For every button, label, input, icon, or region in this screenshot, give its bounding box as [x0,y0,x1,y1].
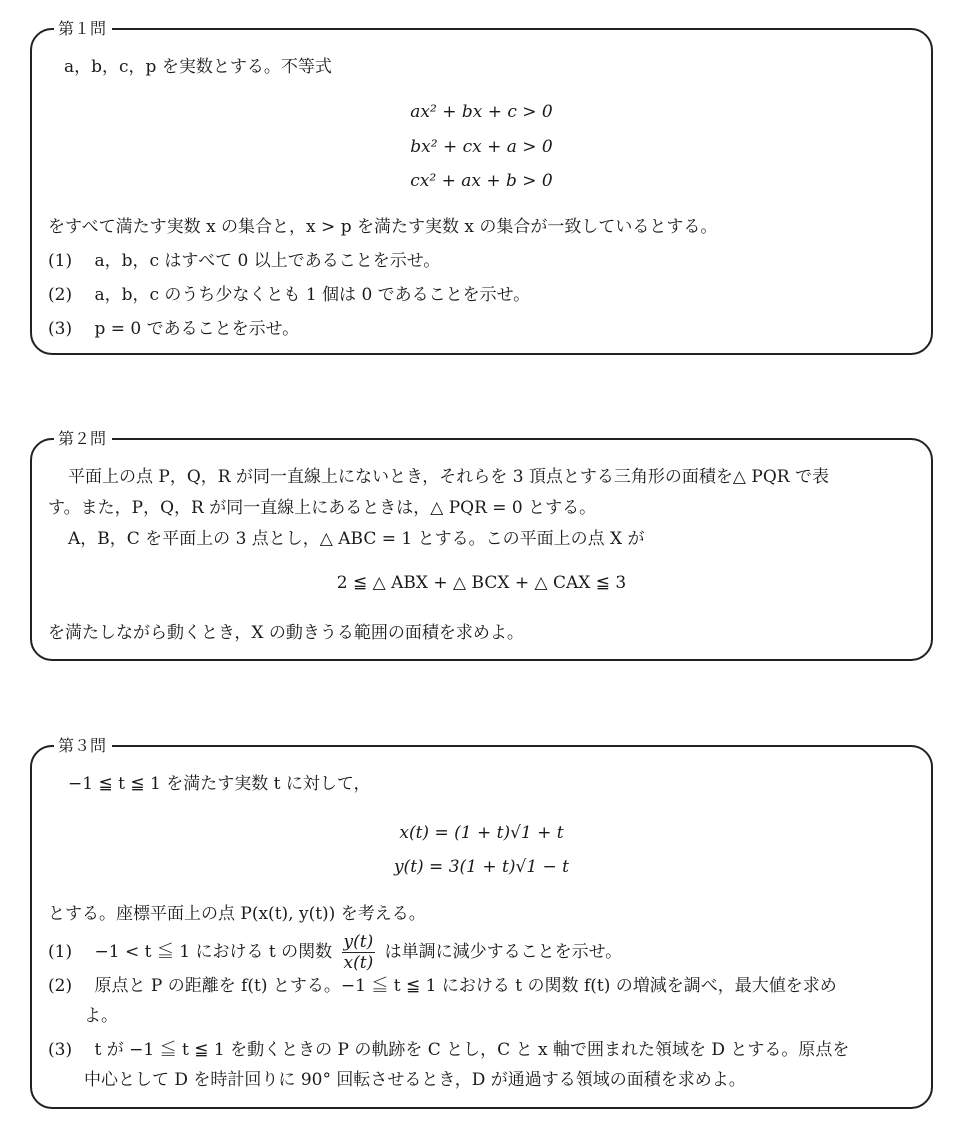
problem-3-equation-2: y(t) = 3(1 + t)√1 − t [393,857,570,877]
problem-2-box [30,429,933,661]
problem-1-equation-2: bx² + cx + a > 0 [410,137,553,157]
fraction-denominator: x(t) [343,953,374,973]
problem-3-item-1-suffix: は単調に減少することを示せ。 [384,942,623,962]
problem-1-box [30,19,933,355]
problem-2-para1-line1: 平面上の点 P，Q，R が同一直線上にないとき，それらを 3 頂点とする三角形の面積を△ PQR で表 [68,467,829,487]
problem-3-item-1-fraction [342,932,376,973]
problem-1-equation-3: cx² + ax + b > 0 [410,171,553,191]
problem-3-equation-1: x(t) = (1 + t)√1 + t [399,823,564,843]
problem-3-item-1 [48,929,622,975]
problem-1-equation-1: ax² + bx + c > 0 [410,102,553,122]
problem-3-body: とする。座標平面上の点 P(x(t), y(t)) を考える。 [48,904,426,924]
problem-1-title: 第１問 [54,17,112,41]
problem-1-item-3: (3) p = 0 であることを示せ。 [48,319,300,339]
problem-1-body: をすべて満たす実数 x の集合と，x > p を満たす実数 x の集合が一致しているとする。 [48,217,718,237]
problem-2-title: 第２問 [54,427,112,451]
fraction-numerator: y(t) [343,932,374,952]
problem-3-item-3-line1: (3) t が −1 ≦ t ≦ 1 を動くときの P の軌跡を C とし，C と x 軸で囲まれた領域を D とする。原点を [48,1040,850,1060]
problem-3-title: 第３問 [54,734,112,758]
problem-2-para1-line2: す。また，P，Q，R が同一直線上にあるときは，△ PQR = 0 とする。 [48,498,597,518]
problem-1-item-2: (2) a，b，c のうち少なくとも 1 個は 0 であることを示せ。 [48,285,531,305]
problem-2-closing: を満たしながら動くとき，X の動きうる範囲の面積を求めよ。 [48,623,524,643]
problem-1-intro: a，b，c，p を実数とする。不等式 [64,57,332,77]
problem-3-item-2-line2: よ。 [84,1006,118,1026]
problem-1-item-1: (1) a，b，c はすべて 0 以上であることを示せ。 [48,251,441,271]
problem-3-item-3-line2: 中心として D を時計回りに 90° 回転させるとき，D が通過する領域の面積を求めよ。 [84,1070,746,1090]
problem-3-box [30,736,933,1109]
problem-2-equation: 2 ≦ △ ABX + △ BCX + △ CAX ≦ 3 [336,573,627,593]
problem-3-intro: −1 ≦ t ≦ 1 を満たす実数 t に対して， [68,774,371,794]
problem-2-para2: A，B，C を平面上の 3 点とし，△ ABC = 1 とする。この平面上の点 X が [68,529,645,549]
problem-3-item-1-prefix: (1) −1 < t ≦ 1 における t の関数 [48,942,333,962]
problem-3-item-2-line1: (2) 原点と P の距離を f(t) とする。−1 ≦ t ≦ 1 における t の関数 f(t) の増減を調べ，最大値を求め [48,976,837,996]
